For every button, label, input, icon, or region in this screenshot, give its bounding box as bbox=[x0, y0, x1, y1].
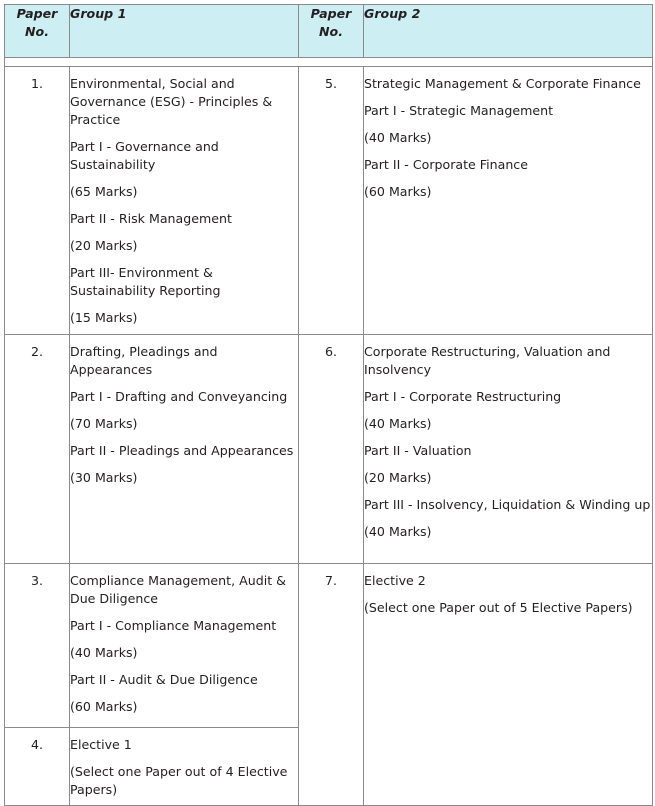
paper-details-cell bbox=[70, 67, 299, 335]
paper-details-cell bbox=[364, 67, 653, 335]
paper-title: Elective 2 bbox=[364, 573, 426, 588]
papers-table bbox=[4, 4, 653, 806]
paper-number: 2. bbox=[30, 344, 44, 359]
paper-details-cell bbox=[364, 335, 653, 564]
paper-title: Drafting, Pleadings and Appearances bbox=[70, 344, 218, 377]
group1-header: Group 1 bbox=[70, 5, 299, 58]
paper-note: (Select one Paper out of 5 Elective Papers) bbox=[364, 600, 633, 615]
paper-details-cell bbox=[70, 564, 299, 728]
table-row bbox=[5, 564, 653, 728]
table-row bbox=[5, 67, 653, 335]
paper-marks: (30 Marks) bbox=[70, 470, 138, 485]
paper-part: Part II - Audit & Due Diligence bbox=[70, 672, 258, 687]
paper-title: Elective 1 bbox=[70, 737, 132, 752]
paper-number-cell bbox=[5, 335, 70, 564]
paper-details-cell bbox=[364, 564, 653, 806]
paper-marks: (40 Marks) bbox=[364, 524, 432, 539]
table-row bbox=[5, 335, 653, 564]
header-row bbox=[5, 5, 653, 58]
paper-marks: (40 Marks) bbox=[364, 416, 432, 431]
paper-number: 7. bbox=[324, 573, 338, 588]
group2-header: Group 2 bbox=[364, 5, 653, 58]
paper-part: Part III - Insolvency, Liquidation & Winding up bbox=[364, 497, 651, 512]
paper-part: Part II - Pleadings and Appearances bbox=[70, 443, 294, 458]
paper-no-header-group2 bbox=[299, 5, 364, 58]
paper-marks: (70 Marks) bbox=[70, 416, 138, 431]
paper-part: Part I - Governance and Sustainability bbox=[70, 139, 219, 172]
paper-number-cell bbox=[5, 564, 70, 728]
paper-no-header-line2: No. bbox=[319, 24, 343, 39]
paper-marks: (20 Marks) bbox=[70, 238, 138, 253]
paper-part: Part II - Corporate Finance bbox=[364, 157, 528, 172]
paper-no-header-group1 bbox=[5, 5, 70, 58]
paper-part: Part I - Compliance Management bbox=[70, 618, 277, 633]
paper-marks: (65 Marks) bbox=[70, 184, 138, 199]
paper-title: Corporate Restructuring, Valuation and Insolvency bbox=[364, 344, 611, 377]
paper-marks: (60 Marks) bbox=[364, 184, 432, 199]
paper-note: (Select one Paper out of 4 Elective Papers) bbox=[70, 764, 288, 797]
paper-marks: (40 Marks) bbox=[364, 130, 432, 145]
spacer-cell bbox=[5, 58, 653, 67]
paper-number: 5. bbox=[324, 76, 338, 91]
paper-part: Part I - Drafting and Conveyancing bbox=[70, 389, 288, 404]
paper-number-cell bbox=[299, 335, 364, 564]
paper-marks: (15 Marks) bbox=[70, 310, 138, 325]
paper-marks: (20 Marks) bbox=[364, 470, 432, 485]
paper-no-header-line2: No. bbox=[25, 24, 49, 39]
paper-part: Part II - Risk Management bbox=[70, 211, 232, 226]
paper-marks: (40 Marks) bbox=[70, 645, 138, 660]
paper-number: 1. bbox=[30, 76, 44, 91]
spacer-row bbox=[5, 58, 653, 67]
paper-details-cell bbox=[70, 335, 299, 564]
paper-title: Environmental, Social and Governance (ESG) - Principles & Practice bbox=[70, 76, 273, 127]
paper-number-cell bbox=[299, 67, 364, 335]
paper-number: 6. bbox=[324, 344, 338, 359]
paper-title: Compliance Management, Audit & Due Diligence bbox=[70, 573, 286, 606]
paper-number-cell bbox=[5, 67, 70, 335]
paper-number: 3. bbox=[30, 573, 44, 588]
paper-number: 4. bbox=[30, 737, 44, 752]
paper-part: Part II - Valuation bbox=[364, 443, 472, 458]
paper-part: Part I - Strategic Management bbox=[364, 103, 554, 118]
paper-part: Part I - Corporate Restructuring bbox=[364, 389, 562, 404]
paper-number-cell bbox=[299, 564, 364, 806]
paper-details-cell bbox=[70, 728, 299, 806]
paper-number-cell bbox=[5, 728, 70, 806]
paper-no-header-line1: Paper bbox=[16, 6, 58, 21]
paper-no-header-line1: Paper bbox=[310, 6, 352, 21]
paper-marks: (60 Marks) bbox=[70, 699, 138, 714]
paper-title: Strategic Management & Corporate Finance bbox=[364, 76, 641, 91]
paper-part: Part III- Environment & Sustainability Reporting bbox=[70, 265, 221, 298]
